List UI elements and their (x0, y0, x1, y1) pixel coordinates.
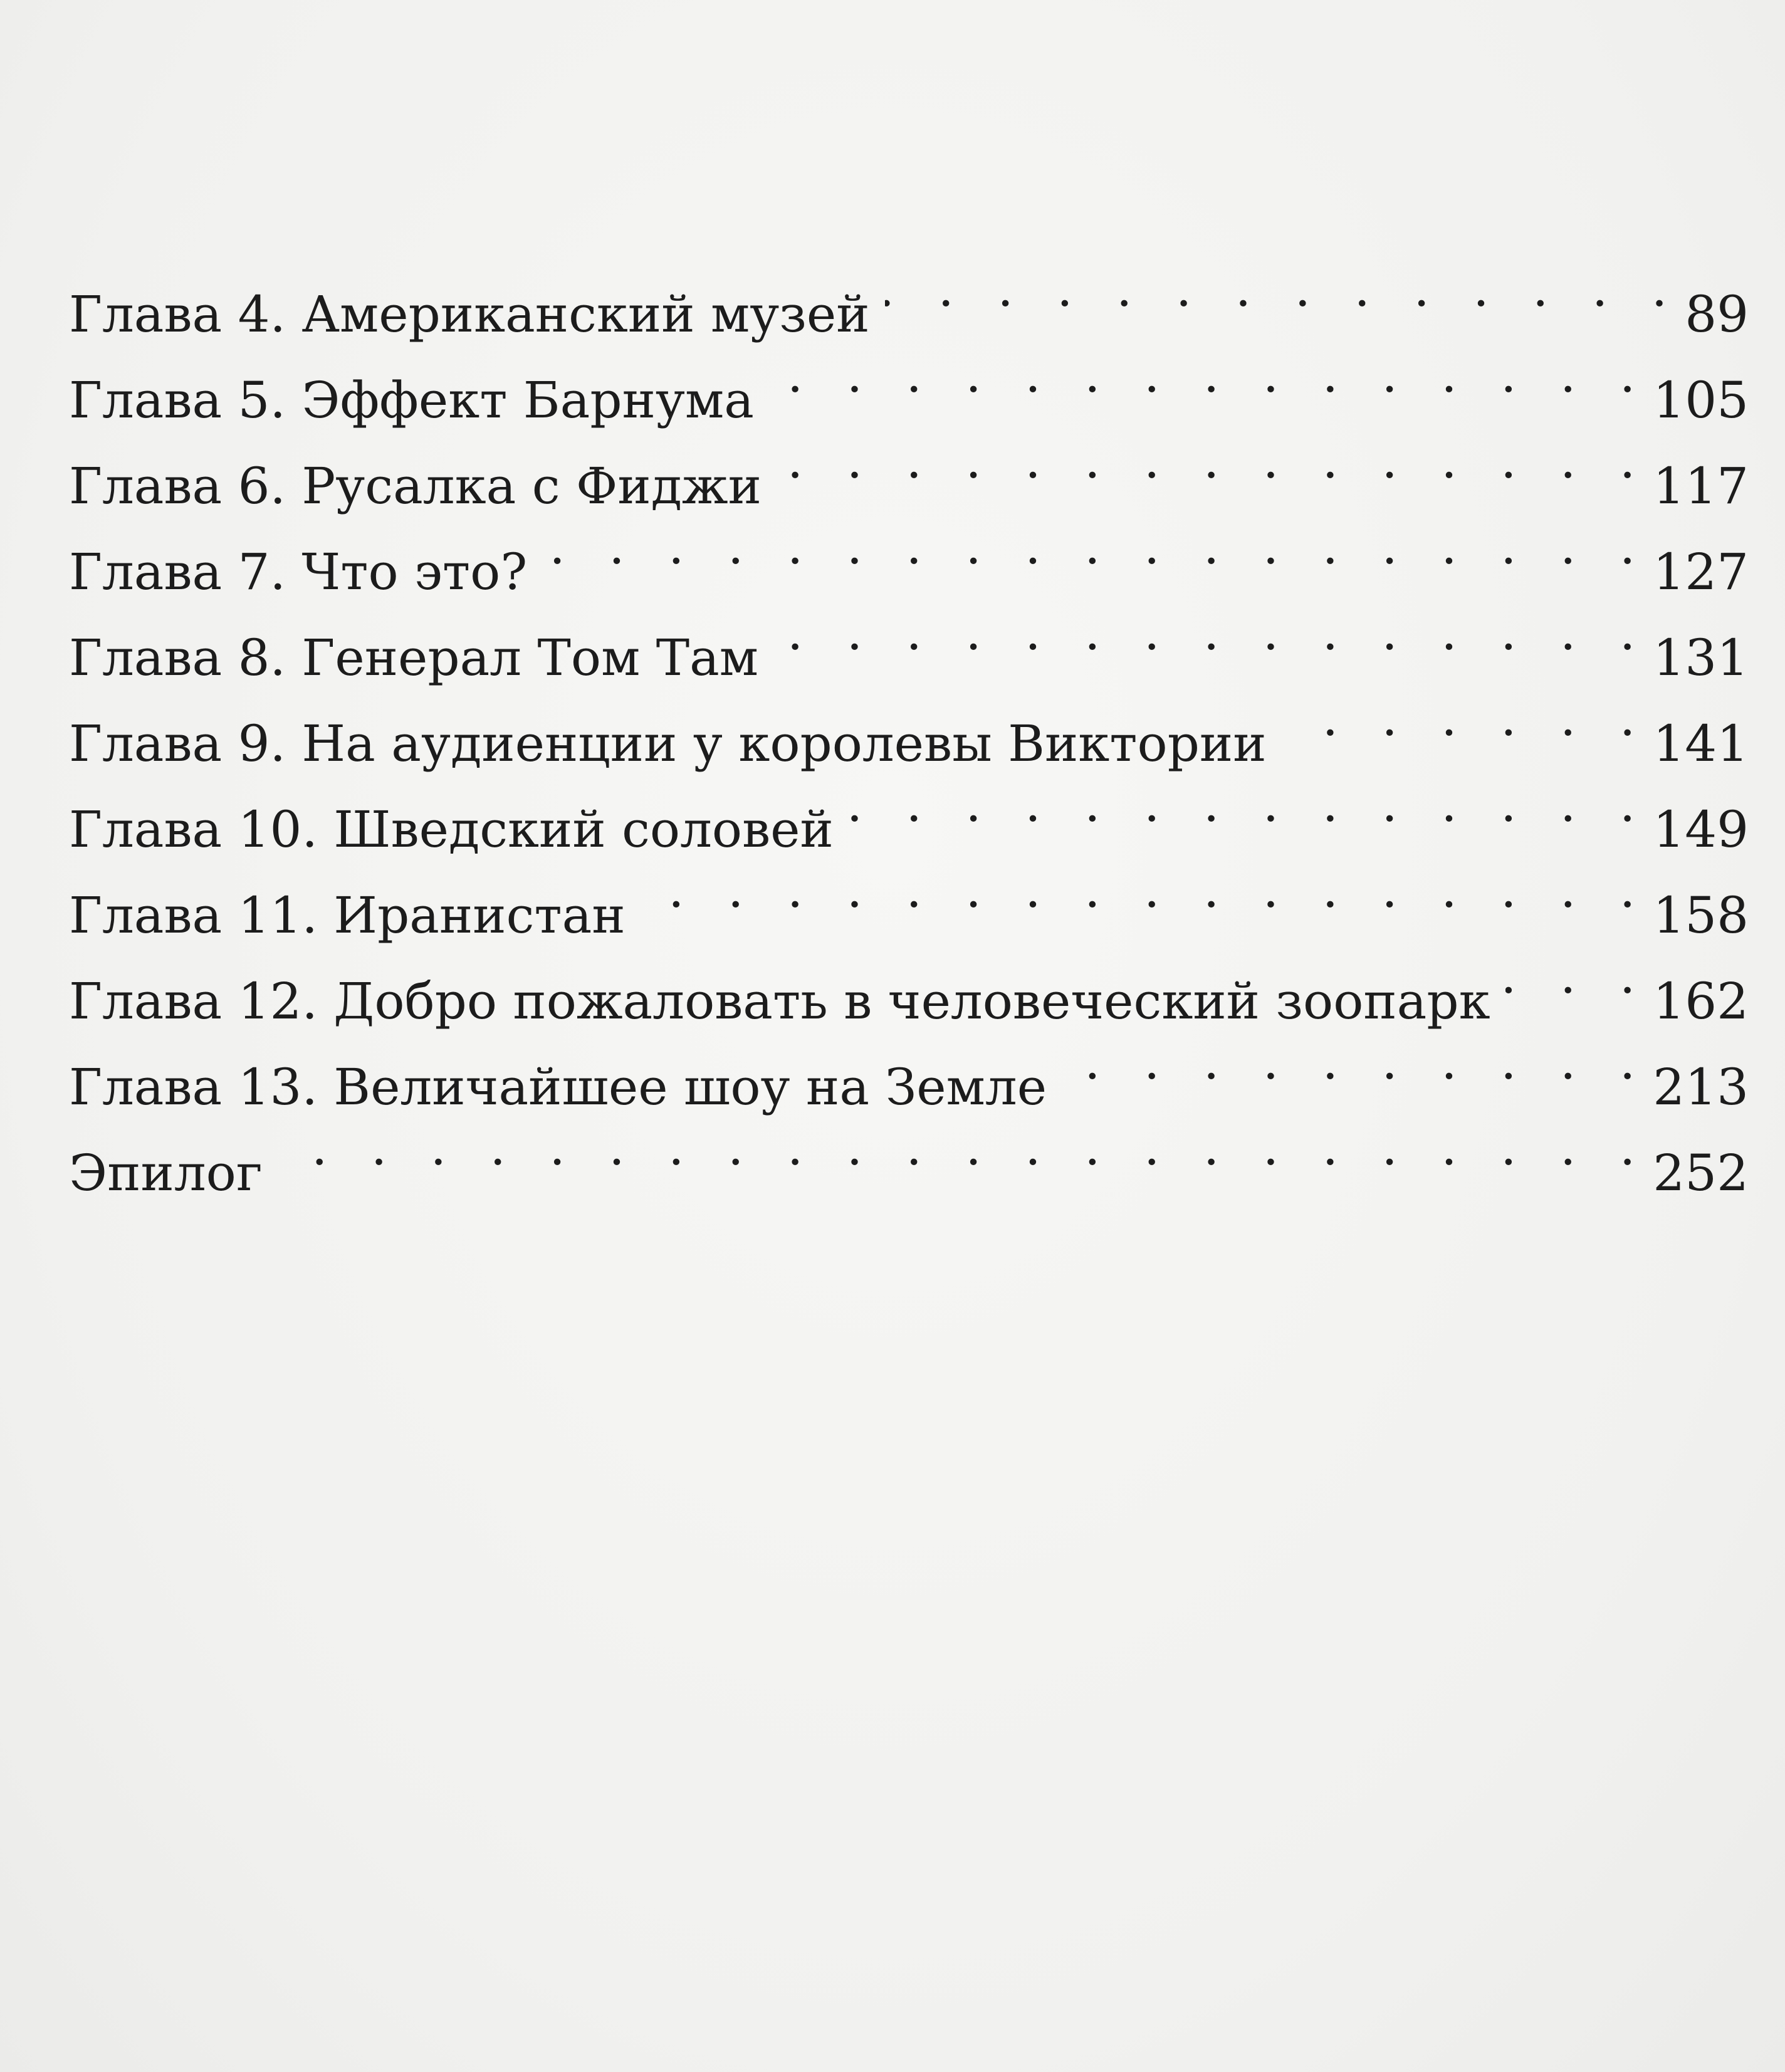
toc-entry-page: 213 (1653, 1058, 1749, 1116)
toc-entry (69, 246, 1749, 343)
toc-entry-page: 252 (1653, 1144, 1749, 1202)
toc-entry-title: Глава 5. Эффект Барнума (69, 371, 754, 429)
toc-entry-page: 141 (1653, 714, 1749, 773)
toc-entry-page: 162 (1653, 972, 1749, 1030)
toc-entry-title: Глава 9. На аудиенции у королевы Виктории (69, 714, 1267, 773)
toc-entry-title: Глава 11. Иранистан (69, 886, 626, 944)
toc-entry-title: Глава 7. Что это? (69, 543, 528, 601)
toc-entry-title: Глава 10. Шведский соловей (69, 800, 834, 859)
toc-entry-title: Глава 6. Русалка с Фиджи (69, 457, 762, 515)
toc-entry-page: 158 (1653, 886, 1749, 944)
toc-entry-title: Глава 8. Генерал Том Там (69, 629, 758, 687)
toc-dot-leader (542, 503, 1649, 589)
toc-entry (69, 1104, 1749, 1202)
toc-dot-leader (777, 417, 1649, 503)
toc-entry-page: 127 (1653, 543, 1749, 601)
toc-dot-leader (769, 332, 1649, 417)
toc-dot-leader (1062, 1018, 1649, 1104)
toc-dot-leader (1282, 675, 1650, 761)
toc-dot-leader (1505, 933, 1650, 1018)
toc-dot-leader (885, 246, 1682, 332)
toc-entry-page: 131 (1653, 629, 1749, 687)
toc-entry-page: 117 (1653, 457, 1749, 515)
toc-dot-leader (849, 761, 1650, 847)
toc-dot-leader (773, 589, 1649, 675)
toc-entry-page: 149 (1653, 800, 1749, 859)
toc-entry-page: 89 (1685, 285, 1749, 343)
table-of-contents (69, 246, 1749, 1202)
toc-dot-leader (278, 1104, 1650, 1190)
toc-entry-page: 105 (1653, 371, 1749, 429)
toc-entry-title: Эпилог (69, 1144, 263, 1202)
toc-entry-title: Глава 4. Американский музей (69, 285, 870, 343)
toc-dot-leader (641, 847, 1650, 933)
toc-entry-title: Глава 12. Добро пожаловать в человеческий зоопарк (69, 972, 1490, 1030)
toc-entry-title: Глава 13. Величайшее шоу на Земле (69, 1058, 1047, 1116)
